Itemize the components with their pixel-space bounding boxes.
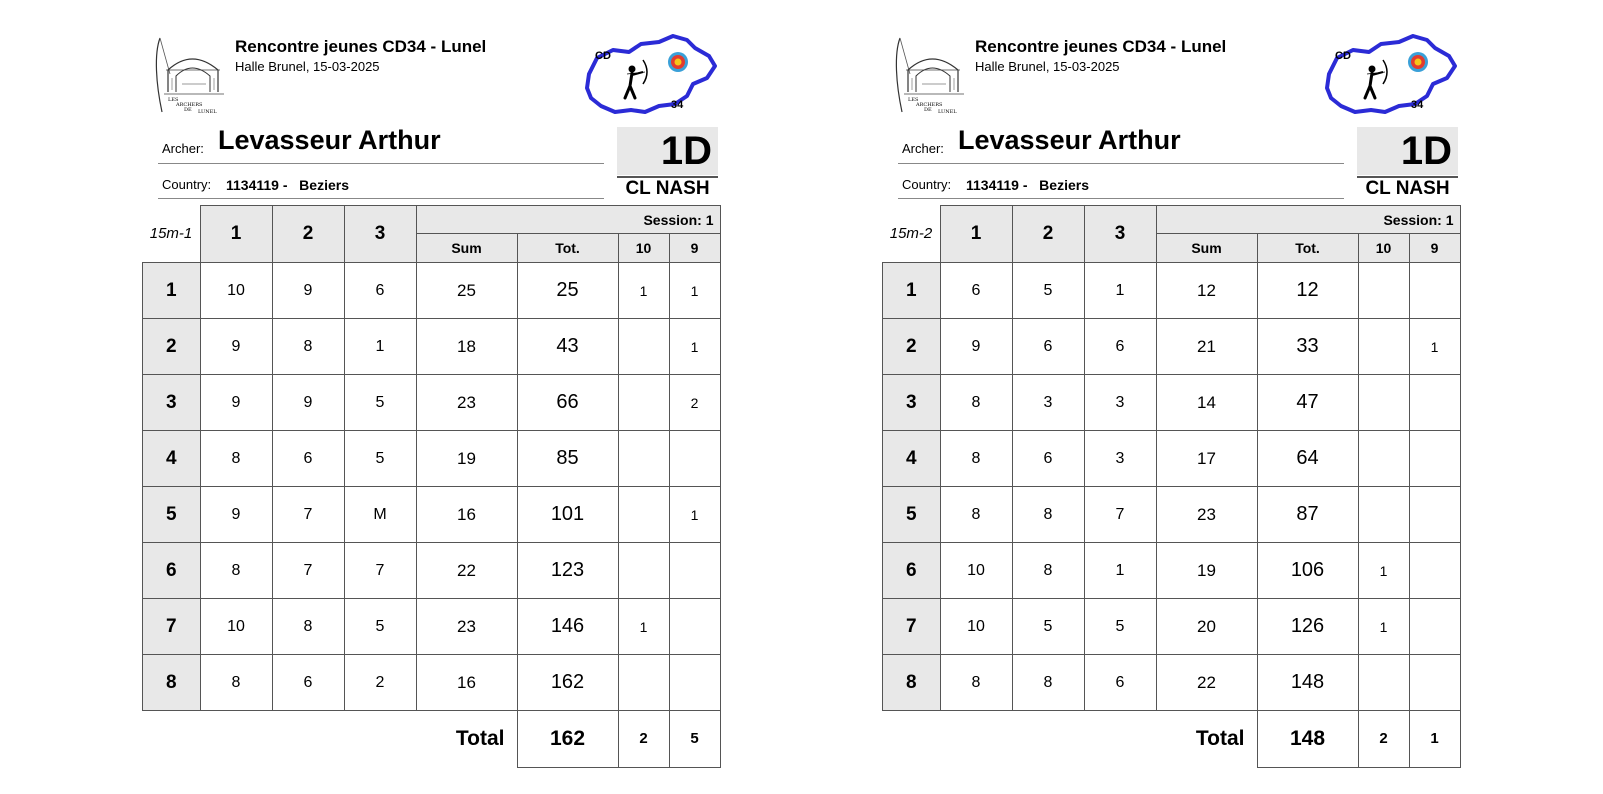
end-number: 7: [143, 599, 201, 655]
nines-header: 9: [669, 234, 720, 263]
distance-label: 15m-1: [143, 206, 201, 263]
end-row: [143, 599, 721, 655]
end-number: 1: [143, 263, 201, 319]
arrow-3-score: 1: [344, 319, 416, 375]
tens-count: [1358, 263, 1409, 319]
nines-count: 2: [669, 375, 720, 431]
arrow-2-score: 8: [272, 319, 344, 375]
end-sum: 20: [1156, 599, 1257, 655]
end-number: 5: [883, 487, 941, 543]
arrow-2-score: 6: [1012, 319, 1084, 375]
running-total: 64: [1257, 431, 1358, 487]
running-total: 101: [517, 487, 618, 543]
end-sum: 17: [1156, 431, 1257, 487]
arrow-1-score: 9: [200, 487, 272, 543]
target-assignment-box: [1357, 127, 1458, 175]
arrow-2-score: 8: [272, 599, 344, 655]
arrow-1-score: 8: [200, 655, 272, 711]
tens-count: [1358, 319, 1409, 375]
archer-label: Archer:: [162, 141, 204, 156]
arrow-3-score: 7: [1084, 487, 1156, 543]
tens-header: 10: [618, 234, 669, 263]
running-total: 33: [1257, 319, 1358, 375]
end-number: 7: [883, 599, 941, 655]
nines-count: [1409, 543, 1460, 599]
event-title: Rencontre jeunes CD34 - Lunel: [975, 37, 1227, 56]
end-row: [883, 543, 1461, 599]
tens-count: [1358, 655, 1409, 711]
score-table: [142, 205, 721, 768]
arrow-3-score: 3: [1084, 431, 1156, 487]
cd34-logo: [583, 34, 719, 116]
end-sum: 16: [416, 487, 517, 543]
arrow-3-score: 6: [344, 263, 416, 319]
running-total: 43: [517, 319, 618, 375]
target-assignment-box: [617, 127, 718, 175]
arrow-3-score: 3: [1084, 375, 1156, 431]
scorecard-2: [880, 0, 1480, 794]
tens-count: 1: [1358, 543, 1409, 599]
tens-count: 1: [618, 599, 669, 655]
end-row: [143, 263, 721, 319]
running-total: 126: [1257, 599, 1358, 655]
arrow-3-score: 2: [344, 655, 416, 711]
running-total: 47: [1257, 375, 1358, 431]
end-number: 4: [143, 431, 201, 487]
end-number: 3: [883, 375, 941, 431]
end-row: [883, 319, 1461, 375]
target-icon: [668, 52, 688, 72]
end-number: 1: [883, 263, 941, 319]
archer-name: Levasseur Arthur: [218, 125, 441, 155]
arrow-3-score: 5: [1084, 599, 1156, 655]
arrow-2-score: 8: [1012, 543, 1084, 599]
total-row: [143, 711, 721, 768]
end-row: [883, 599, 1461, 655]
archer-underline: [158, 163, 604, 164]
end-row: [143, 655, 721, 711]
end-number: 6: [143, 543, 201, 599]
end-number: 2: [883, 319, 941, 375]
tens-count: [1358, 431, 1409, 487]
arrow-1-header: 1: [940, 206, 1012, 263]
nines-count: 1: [669, 319, 720, 375]
running-total: 25: [517, 263, 618, 319]
grand-total: 162: [517, 711, 618, 768]
arrow-2-score: 8: [1012, 487, 1084, 543]
running-total-header: Tot.: [1257, 234, 1358, 263]
end-sum: 25: [416, 263, 517, 319]
arrow-3-score: 7: [344, 543, 416, 599]
archer-label: Archer:: [902, 141, 944, 156]
tens-count: [618, 431, 669, 487]
end-row: [143, 375, 721, 431]
tens-count: [618, 655, 669, 711]
arrow-3-score: 5: [344, 375, 416, 431]
arrow-1-header: 1: [200, 206, 272, 263]
club-logo-text-4: LUNEL: [938, 109, 957, 115]
nines-header: 9: [1409, 234, 1460, 263]
cd-logo-text-bottom: 34: [1411, 99, 1424, 111]
nines-count: 1: [1409, 319, 1460, 375]
arrow-1-score: 10: [940, 599, 1012, 655]
running-total: 148: [1257, 655, 1358, 711]
category-code: CL NASH: [625, 178, 710, 199]
tens-count: [618, 375, 669, 431]
end-sum: 12: [1156, 263, 1257, 319]
arrow-2-score: 5: [1012, 263, 1084, 319]
end-number: 6: [883, 543, 941, 599]
end-sum: 19: [1156, 543, 1257, 599]
arrow-1-score: 10: [200, 263, 272, 319]
end-row: [883, 431, 1461, 487]
country-value: 1134119 - Beziers: [966, 177, 1089, 193]
running-total-header: Tot.: [517, 234, 618, 263]
running-total: 66: [517, 375, 618, 431]
end-sum: 22: [416, 543, 517, 599]
cd34-logo: [1323, 34, 1459, 116]
tens-count: [618, 543, 669, 599]
club-logo-text-3: DE: [924, 107, 932, 113]
arrow-2-header: 2: [1012, 206, 1084, 263]
arrow-2-score: 9: [272, 375, 344, 431]
archer-figure-icon: [1365, 60, 1387, 98]
category-code: CL NASH: [1365, 178, 1450, 199]
end-row: [143, 543, 721, 599]
arrow-1-score: 6: [940, 263, 1012, 319]
arrow-1-score: 8: [940, 487, 1012, 543]
cd-logo-text-top: CD: [1335, 50, 1351, 62]
club-logo-text-4: LUNEL: [198, 109, 217, 115]
running-total: 12: [1257, 263, 1358, 319]
country-label: Country:: [162, 177, 212, 192]
country-underline: [898, 198, 1344, 199]
end-sum: 14: [1156, 375, 1257, 431]
running-total: 85: [517, 431, 618, 487]
end-row: [883, 375, 1461, 431]
nines-count: [669, 599, 720, 655]
tens-count: [618, 487, 669, 543]
archer-name: Levasseur Arthur: [958, 125, 1181, 155]
nines-count: [1409, 263, 1460, 319]
total-label: Total: [455, 727, 505, 750]
tens-count: [618, 319, 669, 375]
running-total: 87: [1257, 487, 1358, 543]
tens-header: 10: [1358, 234, 1409, 263]
total-tens: 2: [1358, 711, 1409, 768]
end-number: 3: [143, 375, 201, 431]
end-sum: 23: [416, 599, 517, 655]
total-label: Total: [1195, 727, 1245, 750]
end-number: 8: [883, 655, 941, 711]
sum-header: Sum: [416, 234, 517, 263]
arrow-2-score: 7: [272, 487, 344, 543]
nines-count: [1409, 487, 1460, 543]
nines-count: [1409, 655, 1460, 711]
arrow-1-score: 10: [200, 599, 272, 655]
target-number: 1D: [660, 129, 712, 173]
country-label: Country:: [902, 177, 952, 192]
club-logo-text-1: LES: [908, 97, 919, 103]
score-table: [882, 205, 1461, 768]
arrow-3-score: M: [344, 487, 416, 543]
arrow-2-score: 8: [1012, 655, 1084, 711]
nines-count: [669, 655, 720, 711]
event-subtitle: Halle Brunel, 15-03-2025: [235, 59, 380, 74]
end-row: [883, 263, 1461, 319]
end-sum: 21: [1156, 319, 1257, 375]
distance-label: 15m-2: [883, 206, 941, 263]
tens-count: 1: [1358, 599, 1409, 655]
arrow-3-header: 3: [344, 206, 416, 263]
end-row: [883, 655, 1461, 711]
target-number: 1D: [1400, 129, 1452, 173]
arrow-1-score: 9: [200, 375, 272, 431]
grand-total: 148: [1257, 711, 1358, 768]
end-sum: 23: [1156, 487, 1257, 543]
session-label: Session: 1: [416, 206, 720, 234]
end-number: 4: [883, 431, 941, 487]
running-total: 162: [517, 655, 618, 711]
session-label: Session: 1: [1156, 206, 1460, 234]
end-sum: 16: [416, 655, 517, 711]
arrow-1-score: 8: [200, 431, 272, 487]
club-logo-text-2: ARCHERS: [176, 102, 203, 108]
total-nines: 5: [669, 711, 720, 768]
country-value: 1134119 - Beziers: [226, 177, 349, 193]
arrow-3-score: 1: [1084, 263, 1156, 319]
country-underline: [158, 198, 604, 199]
arrow-3-header: 3: [1084, 206, 1156, 263]
scorecard-1: [140, 0, 740, 794]
nines-count: [1409, 431, 1460, 487]
arrow-1-score: 8: [940, 375, 1012, 431]
end-row: [143, 487, 721, 543]
arrow-2-score: 3: [1012, 375, 1084, 431]
tens-count: [1358, 487, 1409, 543]
arrow-2-score: 7: [272, 543, 344, 599]
archer-underline: [898, 163, 1344, 164]
archer-figure-icon: [625, 60, 647, 98]
arrow-3-score: 6: [1084, 319, 1156, 375]
end-number: 2: [143, 319, 201, 375]
arrow-2-score: 9: [272, 263, 344, 319]
end-sum: 19: [416, 431, 517, 487]
total-tens: 2: [618, 711, 669, 768]
arrow-2-header: 2: [272, 206, 344, 263]
club-logo-text-2: ARCHERS: [916, 102, 943, 108]
end-sum: 23: [416, 375, 517, 431]
running-total: 123: [517, 543, 618, 599]
nines-count: [1409, 375, 1460, 431]
end-row: [883, 487, 1461, 543]
running-total: 146: [517, 599, 618, 655]
nines-count: 1: [669, 487, 720, 543]
end-number: 5: [143, 487, 201, 543]
nines-count: 1: [669, 263, 720, 319]
total-row: [883, 711, 1461, 768]
arrow-3-score: 1: [1084, 543, 1156, 599]
cd-logo-text-top: CD: [595, 50, 611, 62]
arrow-3-score: 6: [1084, 655, 1156, 711]
arrow-1-score: 10: [940, 543, 1012, 599]
club-logo-text-1: LES: [168, 97, 179, 103]
target-icon: [1408, 52, 1428, 72]
event-subtitle: Halle Brunel, 15-03-2025: [975, 59, 1120, 74]
end-row: [143, 319, 721, 375]
arrow-2-score: 6: [1012, 431, 1084, 487]
end-number: 8: [143, 655, 201, 711]
tens-count: [1358, 375, 1409, 431]
club-logo-text-3: DE: [184, 107, 192, 113]
tens-count: 1: [618, 263, 669, 319]
arrow-2-score: 6: [272, 431, 344, 487]
arrow-1-score: 8: [200, 543, 272, 599]
arrow-1-score: 8: [940, 655, 1012, 711]
end-sum: 18: [416, 319, 517, 375]
arrow-2-score: 5: [1012, 599, 1084, 655]
club-logo: [892, 34, 970, 116]
end-sum: 22: [1156, 655, 1257, 711]
nines-count: [1409, 599, 1460, 655]
arrow-1-score: 9: [940, 319, 1012, 375]
club-logo: [152, 34, 230, 116]
end-row: [143, 431, 721, 487]
arrow-3-score: 5: [344, 431, 416, 487]
event-title: Rencontre jeunes CD34 - Lunel: [235, 37, 487, 56]
nines-count: [669, 431, 720, 487]
arrow-1-score: 8: [940, 431, 1012, 487]
sum-header: Sum: [1156, 234, 1257, 263]
running-total: 106: [1257, 543, 1358, 599]
total-nines: 1: [1409, 711, 1460, 768]
arrow-3-score: 5: [344, 599, 416, 655]
arrow-1-score: 9: [200, 319, 272, 375]
arrow-2-score: 6: [272, 655, 344, 711]
nines-count: [669, 543, 720, 599]
cd-logo-text-bottom: 34: [671, 99, 684, 111]
